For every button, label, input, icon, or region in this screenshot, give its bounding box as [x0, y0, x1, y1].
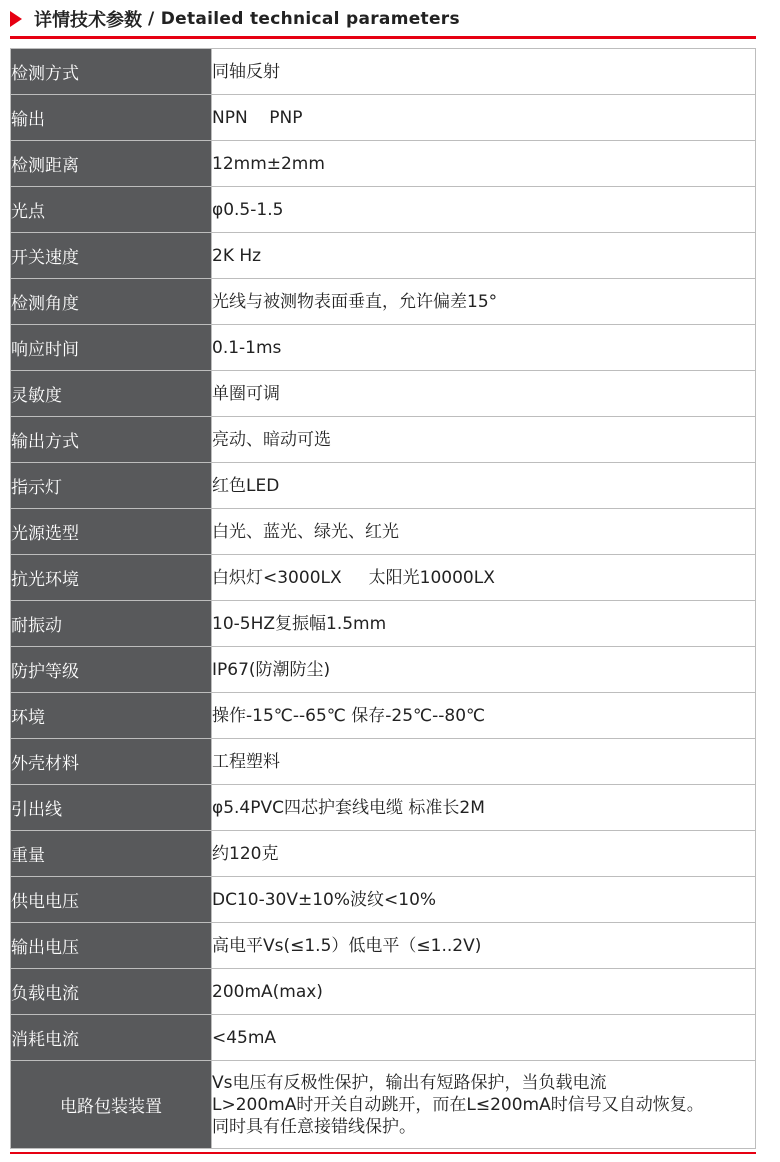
param-label: 负载电流 — [11, 969, 212, 1015]
param-value: 12mm±2mm — [212, 141, 756, 187]
section-title-chinese: 详情技术参数 — [34, 10, 142, 31]
param-label: 外壳材料 — [11, 739, 212, 785]
param-value: 工程塑料 — [212, 739, 756, 785]
table-row — [11, 739, 756, 785]
param-label: 灵敏度 — [11, 371, 212, 417]
table-row — [11, 647, 756, 693]
table-row — [11, 877, 756, 923]
param-value-line: Vs电压有反极性保护，输出有短路保护，当负载电流 — [212, 1072, 607, 1093]
param-value: 操作-15℃--65℃ 保存-25℃--80℃ — [212, 693, 756, 739]
param-value: 同轴反射 — [212, 49, 756, 95]
param-label: 耐振动 — [11, 601, 212, 647]
table-row — [11, 601, 756, 647]
triangle-arrow-icon — [10, 11, 22, 27]
param-label: 检测角度 — [11, 279, 212, 325]
header-divider — [10, 36, 756, 39]
param-label: 开关速度 — [11, 233, 212, 279]
param-value: 红色LED — [212, 463, 756, 509]
table-row — [11, 1015, 756, 1061]
footer-divider — [10, 1152, 756, 1154]
param-label: 引出线 — [11, 785, 212, 831]
table-row — [11, 49, 756, 95]
param-label: 输出方式 — [11, 417, 212, 463]
table-row — [11, 141, 756, 187]
table-row — [11, 1061, 756, 1149]
param-value: NPN PNP — [212, 95, 756, 141]
param-value: 光线与被测物表面垂直，允许偏差15° — [212, 279, 756, 325]
param-value: IP67(防潮防尘) — [212, 647, 756, 693]
table-row — [11, 923, 756, 969]
section-header — [10, 8, 460, 30]
table-row — [11, 371, 756, 417]
table-row — [11, 325, 756, 371]
param-value: 200mA(max) — [212, 969, 756, 1015]
table-row — [11, 831, 756, 877]
param-value: 高电平Vs(≤1.5）低电平（≤1..2V) — [212, 923, 756, 969]
param-value: 2K Hz — [212, 233, 756, 279]
param-label: 响应时间 — [11, 325, 212, 371]
param-label: 电路包装装置 — [11, 1061, 212, 1149]
table-row — [11, 233, 756, 279]
parameters-table — [10, 48, 756, 1149]
param-value: DC10-30V±10%波纹<10% — [212, 877, 756, 923]
param-value: <45mA — [212, 1015, 756, 1061]
param-label: 环境 — [11, 693, 212, 739]
table-row — [11, 279, 756, 325]
param-label: 消耗电流 — [11, 1015, 212, 1061]
param-label: 供电电压 — [11, 877, 212, 923]
param-label: 重量 — [11, 831, 212, 877]
param-value: 约120克 — [212, 831, 756, 877]
param-label: 抗光环境 — [11, 555, 212, 601]
param-value: 白炽灯<3000LX 太阳光10000LX — [212, 555, 756, 601]
table-row — [11, 785, 756, 831]
param-value: 单圈可调 — [212, 371, 756, 417]
table-row — [11, 509, 756, 555]
table-row — [11, 693, 756, 739]
param-label: 输出电压 — [11, 923, 212, 969]
param-label: 检测距离 — [11, 141, 212, 187]
param-value-line: 同时具有任意接错线保护。 — [212, 1116, 416, 1137]
table-row — [11, 187, 756, 233]
section-title-english: / Detailed technical parameters — [148, 9, 460, 29]
param-label: 指示灯 — [11, 463, 212, 509]
param-value: φ5.4PVC四芯护套线电缆 标准长2M — [212, 785, 756, 831]
param-label: 光源选型 — [11, 509, 212, 555]
param-value: 白光、蓝光、绿光、红光 — [212, 509, 756, 555]
param-label: 防护等级 — [11, 647, 212, 693]
table-row — [11, 95, 756, 141]
table-row — [11, 417, 756, 463]
param-value: 10-5HZ复振幅1.5mm — [212, 601, 756, 647]
param-value: 亮动、暗动可选 — [212, 417, 756, 463]
param-label: 检测方式 — [11, 49, 212, 95]
table-row — [11, 555, 756, 601]
param-label: 光点 — [11, 187, 212, 233]
table-row — [11, 969, 756, 1015]
param-value: 0.1-1ms — [212, 325, 756, 371]
table-row — [11, 463, 756, 509]
param-value: φ0.5-1.5 — [212, 187, 756, 233]
param-value — [212, 1061, 756, 1149]
param-label: 输出 — [11, 95, 212, 141]
param-value-line: L>200mA时开关自动跳开，而在L≤200mA时信号又自动恢复。 — [212, 1094, 704, 1115]
